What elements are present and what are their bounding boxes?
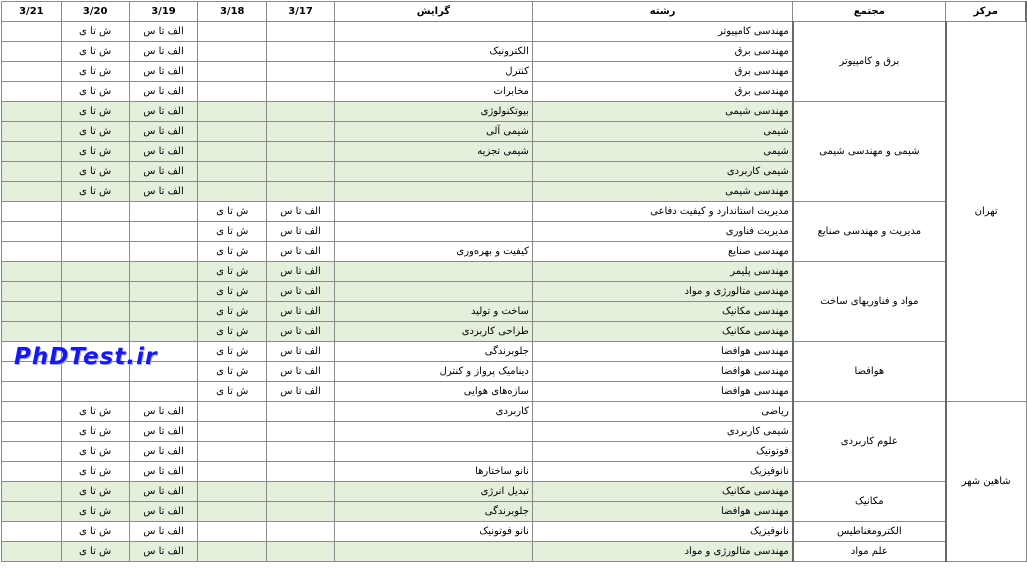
- date-3-21-cell: [2, 522, 62, 542]
- date-3-19-cell: [129, 282, 198, 302]
- specialization-cell: مخابرات: [334, 82, 532, 102]
- date-3-19-cell: الف تا س: [129, 22, 198, 42]
- date-3-19-cell: الف تا س: [129, 482, 198, 502]
- complex-cell: مکانیک: [793, 482, 946, 522]
- date-3-19-cell: الف تا س: [129, 82, 198, 102]
- field-cell: شیمی: [532, 142, 792, 162]
- date-3-20-cell: [61, 322, 129, 342]
- date-3-21-cell: [2, 62, 62, 82]
- date-3-19-cell: الف تا س: [129, 102, 198, 122]
- field-cell: نانوفیزیک: [532, 522, 792, 542]
- specialization-cell: ساخت و تولید: [334, 302, 532, 322]
- date-3-17-cell: [267, 442, 335, 462]
- specialization-cell: طراحی کاربردی: [334, 322, 532, 342]
- specialization-cell: [334, 222, 532, 242]
- date-3-20-cell: ش تا ی: [61, 162, 129, 182]
- date-3-18-cell: [198, 542, 267, 562]
- header-date-3-19: 3/19: [129, 2, 198, 22]
- date-3-20-cell: ش تا ی: [61, 542, 129, 562]
- specialization-cell: [334, 542, 532, 562]
- date-3-19-cell: [129, 242, 198, 262]
- date-3-18-cell: ش تا ی: [198, 222, 267, 242]
- field-cell: مهندسی هوافضا: [532, 502, 792, 522]
- field-cell: شیمی: [532, 122, 792, 142]
- date-3-17-cell: [267, 502, 335, 522]
- header-date-3-21: 3/21: [2, 2, 62, 22]
- date-3-19-cell: الف تا س: [129, 442, 198, 462]
- field-cell: مهندسی برق: [532, 82, 792, 102]
- date-3-18-cell: ش تا ی: [198, 362, 267, 382]
- date-3-17-cell: الف تا س: [267, 382, 335, 402]
- date-3-17-cell: [267, 542, 335, 562]
- field-cell: نانوفیزیک: [532, 462, 792, 482]
- date-3-20-cell: ش تا ی: [61, 422, 129, 442]
- date-3-17-cell: [267, 102, 335, 122]
- date-3-20-cell: ش تا ی: [61, 462, 129, 482]
- date-3-20-cell: ش تا ی: [61, 62, 129, 82]
- specialization-cell: کاربردی: [334, 402, 532, 422]
- specialization-cell: [334, 262, 532, 282]
- date-3-18-cell: [198, 22, 267, 42]
- field-cell: مهندسی مکانیک: [532, 482, 792, 502]
- center-cell: تهران: [946, 22, 1026, 402]
- watermark-logo: PhDTest.ir: [14, 344, 158, 370]
- date-3-18-cell: ش تا ی: [198, 322, 267, 342]
- date-3-21-cell: [2, 462, 62, 482]
- field-cell: مهندسی هوافضا: [532, 382, 792, 402]
- date-3-21-cell: [2, 242, 62, 262]
- date-3-20-cell: [61, 282, 129, 302]
- specialization-cell: جلوبرندگی: [334, 502, 532, 522]
- field-cell: مهندسی متالورژی و مواد: [532, 542, 792, 562]
- center-cell: شاهین شهر: [946, 402, 1026, 562]
- date-3-19-cell: الف تا س: [129, 542, 198, 562]
- date-3-17-cell: الف تا س: [267, 342, 335, 362]
- specialization-cell: [334, 202, 532, 222]
- date-3-17-cell: [267, 62, 335, 82]
- date-3-20-cell: ش تا ی: [61, 142, 129, 162]
- date-3-19-cell: الف تا س: [129, 522, 198, 542]
- specialization-cell: سازه‌های هوایی: [334, 382, 532, 402]
- date-3-19-cell: الف تا س: [129, 502, 198, 522]
- date-3-18-cell: [198, 422, 267, 442]
- date-3-21-cell: [2, 262, 62, 282]
- date-3-19-cell: [129, 382, 198, 402]
- date-3-19-cell: الف تا س: [129, 122, 198, 142]
- specialization-cell: [334, 282, 532, 302]
- date-3-20-cell: ش تا ی: [61, 42, 129, 62]
- date-3-18-cell: [198, 182, 267, 202]
- date-3-18-cell: ش تا ی: [198, 382, 267, 402]
- date-3-17-cell: [267, 122, 335, 142]
- field-cell: مهندسی هوافضا: [532, 342, 792, 362]
- table-row: [2, 202, 1027, 222]
- field-cell: مهندسی پلیمر: [532, 262, 792, 282]
- field-cell: مهندسی مکانیک: [532, 302, 792, 322]
- date-3-20-cell: ش تا ی: [61, 442, 129, 462]
- date-3-21-cell: [2, 322, 62, 342]
- date-3-20-cell: [61, 262, 129, 282]
- complex-cell: شیمی و مهندسی شیمی: [793, 102, 946, 202]
- date-3-19-cell: الف تا س: [129, 422, 198, 442]
- specialization-cell: کیفیت و بهره‌وری: [334, 242, 532, 262]
- date-3-17-cell: [267, 482, 335, 502]
- header-center: مرکز: [946, 2, 1026, 22]
- field-cell: مدیریت استاندارد و کیفیت دفاعی: [532, 202, 792, 222]
- specialization-cell: دینامیک پرواز و کنترل: [334, 362, 532, 382]
- date-3-21-cell: [2, 182, 62, 202]
- date-3-21-cell: [2, 202, 62, 222]
- header-date-3-20: 3/20: [61, 2, 129, 22]
- date-3-18-cell: ش تا ی: [198, 302, 267, 322]
- date-3-17-cell: [267, 42, 335, 62]
- date-3-20-cell: ش تا ی: [61, 82, 129, 102]
- date-3-20-cell: [61, 242, 129, 262]
- date-3-19-cell: [129, 222, 198, 242]
- date-3-18-cell: [198, 522, 267, 542]
- date-3-18-cell: [198, 42, 267, 62]
- date-3-19-cell: الف تا س: [129, 402, 198, 422]
- date-3-17-cell: [267, 402, 335, 422]
- date-3-19-cell: الف تا س: [129, 462, 198, 482]
- date-3-17-cell: [267, 162, 335, 182]
- header-date-3-17: 3/17: [267, 2, 335, 22]
- date-3-20-cell: ش تا ی: [61, 502, 129, 522]
- complex-cell: مدیریت و مهندسی صنایع: [793, 202, 946, 262]
- date-3-18-cell: ش تا ی: [198, 262, 267, 282]
- table-row: [2, 542, 1027, 562]
- date-3-18-cell: [198, 502, 267, 522]
- field-cell: شیمی کاربردی: [532, 422, 792, 442]
- table-row: [2, 262, 1027, 282]
- date-3-20-cell: ش تا ی: [61, 522, 129, 542]
- header-field: رشته: [532, 2, 792, 22]
- specialization-cell: جلوبرندگی: [334, 342, 532, 362]
- complex-cell: علم مواد: [793, 542, 946, 562]
- date-3-21-cell: [2, 82, 62, 102]
- complex-cell: برق و کامپیوتر: [793, 22, 946, 102]
- date-3-19-cell: الف تا س: [129, 62, 198, 82]
- date-3-17-cell: [267, 182, 335, 202]
- specialization-cell: [334, 422, 532, 442]
- date-3-17-cell: [267, 422, 335, 442]
- field-cell: مهندسی متالورژی و مواد: [532, 282, 792, 302]
- date-3-18-cell: ش تا ی: [198, 282, 267, 302]
- date-3-21-cell: [2, 42, 62, 62]
- field-cell: مهندسی برق: [532, 62, 792, 82]
- date-3-17-cell: الف تا س: [267, 222, 335, 242]
- date-3-20-cell: ش تا ی: [61, 102, 129, 122]
- date-3-17-cell: [267, 522, 335, 542]
- date-3-21-cell: [2, 222, 62, 242]
- date-3-17-cell: الف تا س: [267, 242, 335, 262]
- field-cell: مهندسی شیمی: [532, 102, 792, 122]
- date-3-19-cell: [129, 202, 198, 222]
- complex-cell: مواد و فناوریهای ساخت: [793, 262, 946, 342]
- date-3-20-cell: ش تا ی: [61, 22, 129, 42]
- date-3-21-cell: [2, 442, 62, 462]
- field-cell: مهندسی کامپیوتر: [532, 22, 792, 42]
- specialization-cell: شیمی آلی: [334, 122, 532, 142]
- specialization-cell: [334, 442, 532, 462]
- date-3-17-cell: الف تا س: [267, 262, 335, 282]
- date-3-18-cell: [198, 482, 267, 502]
- date-3-21-cell: [2, 402, 62, 422]
- date-3-21-cell: [2, 22, 62, 42]
- date-3-17-cell: [267, 462, 335, 482]
- date-3-17-cell: الف تا س: [267, 202, 335, 222]
- header-specialization: گرایش: [334, 2, 532, 22]
- specialization-cell: بیوتکنولوژی: [334, 102, 532, 122]
- date-3-21-cell: [2, 142, 62, 162]
- date-3-18-cell: [198, 122, 267, 142]
- table-row: [2, 102, 1027, 122]
- date-3-18-cell: [198, 162, 267, 182]
- date-3-19-cell: الف تا س: [129, 182, 198, 202]
- date-3-17-cell: الف تا س: [267, 362, 335, 382]
- date-3-21-cell: [2, 102, 62, 122]
- table-row: [2, 402, 1027, 422]
- date-3-17-cell: [267, 22, 335, 42]
- table-row: [2, 482, 1027, 502]
- field-cell: مهندسی برق: [532, 42, 792, 62]
- specialization-cell: نانو ساختارها: [334, 462, 532, 482]
- complex-cell: هوافضا: [793, 342, 946, 402]
- date-3-19-cell: الف تا س: [129, 42, 198, 62]
- date-3-21-cell: [2, 482, 62, 502]
- date-3-19-cell: [129, 322, 198, 342]
- date-3-18-cell: [198, 102, 267, 122]
- date-3-21-cell: [2, 542, 62, 562]
- table-row: [2, 522, 1027, 542]
- field-cell: شیمی کاربردی: [532, 162, 792, 182]
- date-3-20-cell: ش تا ی: [61, 182, 129, 202]
- header-complex: مجتمع: [793, 2, 946, 22]
- date-3-18-cell: [198, 82, 267, 102]
- date-3-21-cell: [2, 162, 62, 182]
- date-3-18-cell: [198, 442, 267, 462]
- date-3-18-cell: [198, 142, 267, 162]
- date-3-17-cell: [267, 82, 335, 102]
- date-3-21-cell: [2, 382, 62, 402]
- table-row: [2, 22, 1027, 42]
- specialization-cell: الکترونیک: [334, 42, 532, 62]
- field-cell: مهندسی صنایع: [532, 242, 792, 262]
- date-3-20-cell: ش تا ی: [61, 402, 129, 422]
- date-3-20-cell: ش تا ی: [61, 482, 129, 502]
- field-cell: مهندسی شیمی: [532, 182, 792, 202]
- header-date-3-18: 3/18: [198, 2, 267, 22]
- date-3-19-cell: الف تا س: [129, 142, 198, 162]
- date-3-18-cell: ش تا ی: [198, 242, 267, 262]
- date-3-18-cell: [198, 402, 267, 422]
- field-cell: مدیریت فناوری: [532, 222, 792, 242]
- date-3-21-cell: [2, 302, 62, 322]
- complex-cell: علوم کاربردی: [793, 402, 946, 482]
- field-cell: فوتونیک: [532, 442, 792, 462]
- date-3-21-cell: [2, 282, 62, 302]
- specialization-cell: نانو فوتونیک: [334, 522, 532, 542]
- date-3-21-cell: [2, 122, 62, 142]
- date-3-17-cell: [267, 142, 335, 162]
- date-3-18-cell: ش تا ی: [198, 202, 267, 222]
- field-cell: مهندسی هوافضا: [532, 362, 792, 382]
- specialization-cell: [334, 22, 532, 42]
- date-3-19-cell: [129, 262, 198, 282]
- specialization-cell: کنترل: [334, 62, 532, 82]
- field-cell: مهندسی مکانیک: [532, 322, 792, 342]
- table-body: [2, 22, 1027, 562]
- date-3-20-cell: [61, 202, 129, 222]
- date-3-18-cell: [198, 62, 267, 82]
- date-3-17-cell: الف تا س: [267, 322, 335, 342]
- date-3-20-cell: ش تا ی: [61, 122, 129, 142]
- field-cell: ریاضی: [532, 402, 792, 422]
- specialization-cell: شیمی تجزیه: [334, 142, 532, 162]
- date-3-17-cell: الف تا س: [267, 302, 335, 322]
- date-3-18-cell: [198, 462, 267, 482]
- specialization-cell: [334, 162, 532, 182]
- date-3-17-cell: الف تا س: [267, 282, 335, 302]
- complex-cell: الکترومغناطیس: [793, 522, 946, 542]
- date-3-20-cell: [61, 382, 129, 402]
- header-row: [2, 2, 1027, 22]
- date-3-21-cell: [2, 422, 62, 442]
- specialization-cell: تبدیل انرژی: [334, 482, 532, 502]
- exam-schedule-table: [1, 1, 1027, 562]
- date-3-20-cell: [61, 302, 129, 322]
- date-3-19-cell: الف تا س: [129, 162, 198, 182]
- date-3-20-cell: [61, 222, 129, 242]
- date-3-19-cell: [129, 302, 198, 322]
- date-3-21-cell: [2, 502, 62, 522]
- date-3-18-cell: ش تا ی: [198, 342, 267, 362]
- specialization-cell: [334, 182, 532, 202]
